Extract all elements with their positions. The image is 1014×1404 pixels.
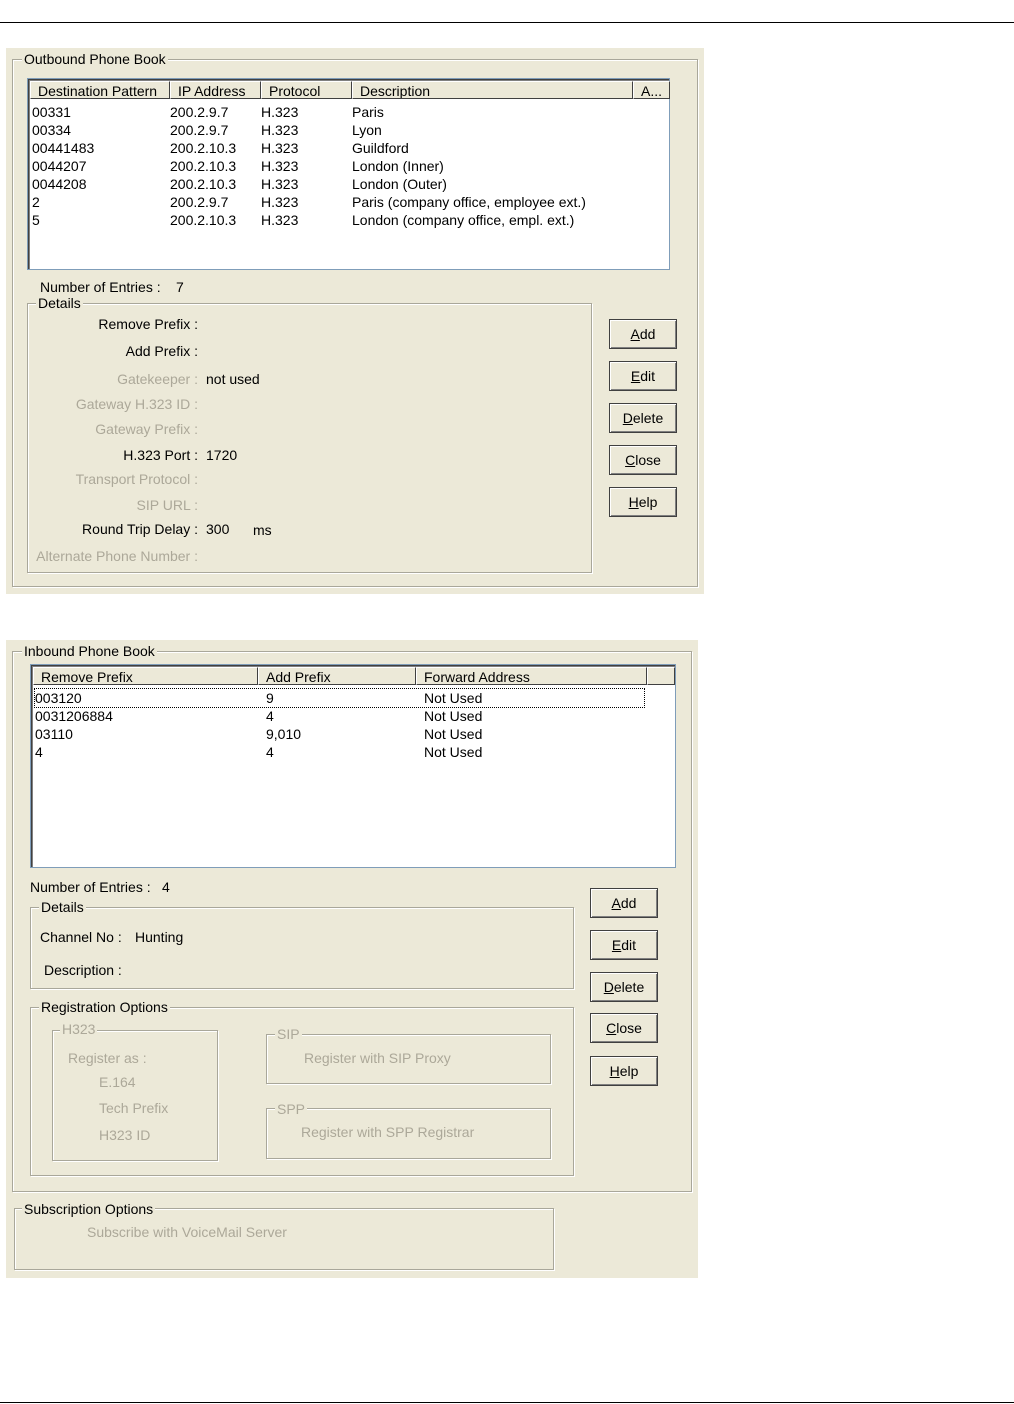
table-cell: 200.2.10.3 [170,176,237,192]
table-cell: 00331 [32,104,71,120]
table-cell: Paris [352,104,384,120]
table-cell: H.323 [261,104,299,120]
table-cell: 0044208 [32,176,87,192]
inbound-help-button[interactable]: Help [590,1056,658,1086]
table-row[interactable] [35,725,644,743]
gatekeeper-label: Gatekeeper : [117,371,198,387]
gatekeeper-value: not used [206,371,260,387]
inbound-title: Inbound Phone Book [24,643,155,659]
inbound-list[interactable] [30,664,676,868]
inbound-entries-value: 4 [162,879,170,895]
h323-title: H323 [62,1021,96,1037]
outbound-title: Outbound Phone Book [24,51,166,67]
transport-protocol-label: Transport Protocol : [75,471,198,487]
table-cell: 9 [266,690,274,706]
table-cell: 9,010 [266,726,302,742]
top-rule [0,22,1014,23]
table-row[interactable] [32,121,662,139]
inbound-panel [6,640,698,1278]
sip-title: SIP [277,1026,300,1042]
table-row[interactable] [32,175,662,193]
outbound-list[interactable] [27,78,670,270]
table-cell: H.323 [261,212,299,228]
table-cell: H.323 [261,158,299,174]
table-cell: 4 [266,744,274,760]
inbound-delete-button[interactable]: Delete [590,972,658,1002]
table-row[interactable] [35,689,644,707]
outbound-entries-value: 7 [176,279,184,295]
inbound-entries-label: Number of Entries : [30,879,151,895]
spp-register-option: Register with SPP Registrar [301,1124,475,1140]
table-cell: Not Used [424,690,483,706]
spp-title: SPP [277,1101,306,1117]
col-blank [647,667,675,685]
description-label: Description : [44,962,122,978]
tech-prefix-option: Tech Prefix [99,1100,169,1116]
table-cell: 00334 [32,122,71,138]
table-cell: H.323 [261,140,299,156]
alt-phone-label: Alternate Phone Number : [36,548,198,564]
table-cell: 200.2.10.3 [170,212,237,228]
col-ip-address[interactable]: IP Address [170,81,261,99]
table-cell: 200.2.9.7 [170,122,229,138]
table-cell: Guildford [352,140,409,156]
outbound-close-button[interactable]: Close [609,445,677,475]
outbound-details-title: Details [38,295,81,311]
remove-prefix-label: Remove Prefix : [98,316,198,332]
inbound-list-header [33,667,675,687]
bottom-rule [0,1402,1014,1403]
rtd-value: 300 [206,521,230,537]
table-cell: 003120 [35,690,82,706]
table-cell: Paris (company office, employee ext.) [352,194,586,210]
registration-options-title: Registration Options [41,999,168,1015]
h323-port-value: 1720 [206,447,238,463]
inbound-close-button[interactable]: Close [590,1013,658,1043]
table-row[interactable] [35,707,644,725]
col-forward-address[interactable]: Forward Address [416,667,647,685]
table-cell: 00441483 [32,140,95,156]
table-cell: 03110 [35,726,73,742]
table-cell: London (Outer) [352,176,447,192]
outbound-panel [6,48,704,594]
table-row[interactable] [32,103,662,121]
table-cell: H.323 [261,122,299,138]
table-row[interactable] [32,193,662,211]
table-cell: 4 [266,708,274,724]
outbound-add-button[interactable]: Add [609,319,677,349]
gateway-prefix-label: Gateway Prefix : [95,421,198,437]
col-add-prefix[interactable]: Add Prefix [258,667,416,685]
table-cell: 200.2.9.7 [170,194,229,210]
channel-no-value: Hunting [135,929,184,945]
subscribe-voicemail-option: Subscribe with VoiceMail Server [87,1224,287,1240]
gateway-id-label: Gateway H.323 ID : [75,396,198,412]
table-cell: London (Inner) [352,158,444,174]
inbound-details-title: Details [41,899,84,915]
subscription-options-title: Subscription Options [24,1201,154,1217]
col-protocol[interactable]: Protocol [261,81,352,99]
table-cell: H.323 [261,176,299,192]
table-row[interactable] [32,157,662,175]
inbound-add-button[interactable]: Add [590,888,658,918]
outbound-delete-button[interactable]: Delete [609,403,677,433]
table-cell: 200.2.9.7 [170,104,229,120]
table-cell: Not Used [424,744,483,760]
sip-register-option: Register with SIP Proxy [304,1050,451,1066]
outbound-entries-label: Number of Entries : [40,279,161,295]
col-a[interactable]: A... [633,81,670,99]
outbound-help-button[interactable]: Help [609,487,677,517]
table-cell: 200.2.10.3 [170,140,237,156]
rtd-label: Round Trip Delay : [82,521,198,537]
add-prefix-label: Add Prefix : [125,343,198,359]
table-row[interactable] [32,139,662,157]
table-cell: Not Used [424,726,483,742]
outbound-list-header [30,81,670,101]
table-cell: 0044207 [32,158,87,174]
table-cell: H.323 [261,194,299,210]
table-cell: 200.2.10.3 [170,158,237,174]
inbound-edit-button[interactable]: Edit [590,930,658,960]
sip-url-label: SIP URL : [136,497,198,513]
table-cell: 2 [32,194,40,210]
col-remove-prefix[interactable]: Remove Prefix [33,667,258,685]
h323-port-label: H.323 Port : [123,447,198,463]
channel-no-label: Channel No : [40,929,122,945]
register-as-label: Register as : [68,1050,147,1066]
table-cell: 0031206884 [35,708,113,724]
rtd-unit: ms [253,522,272,538]
col-destination-pattern[interactable]: Destination Pattern [30,81,170,99]
table-cell: 5 [32,212,40,228]
e164-option: E.164 [99,1074,136,1090]
table-cell: Not Used [424,708,483,724]
outbound-edit-button[interactable]: Edit [609,361,677,391]
table-cell: Lyon [352,122,382,138]
table-row[interactable] [32,211,662,229]
table-row[interactable] [35,743,644,761]
table-cell: London (company office, empl. ext.) [352,212,575,228]
h323-id-option: H323 ID [99,1127,151,1143]
col-description[interactable]: Description [352,81,633,99]
table-cell: 4 [35,744,43,760]
